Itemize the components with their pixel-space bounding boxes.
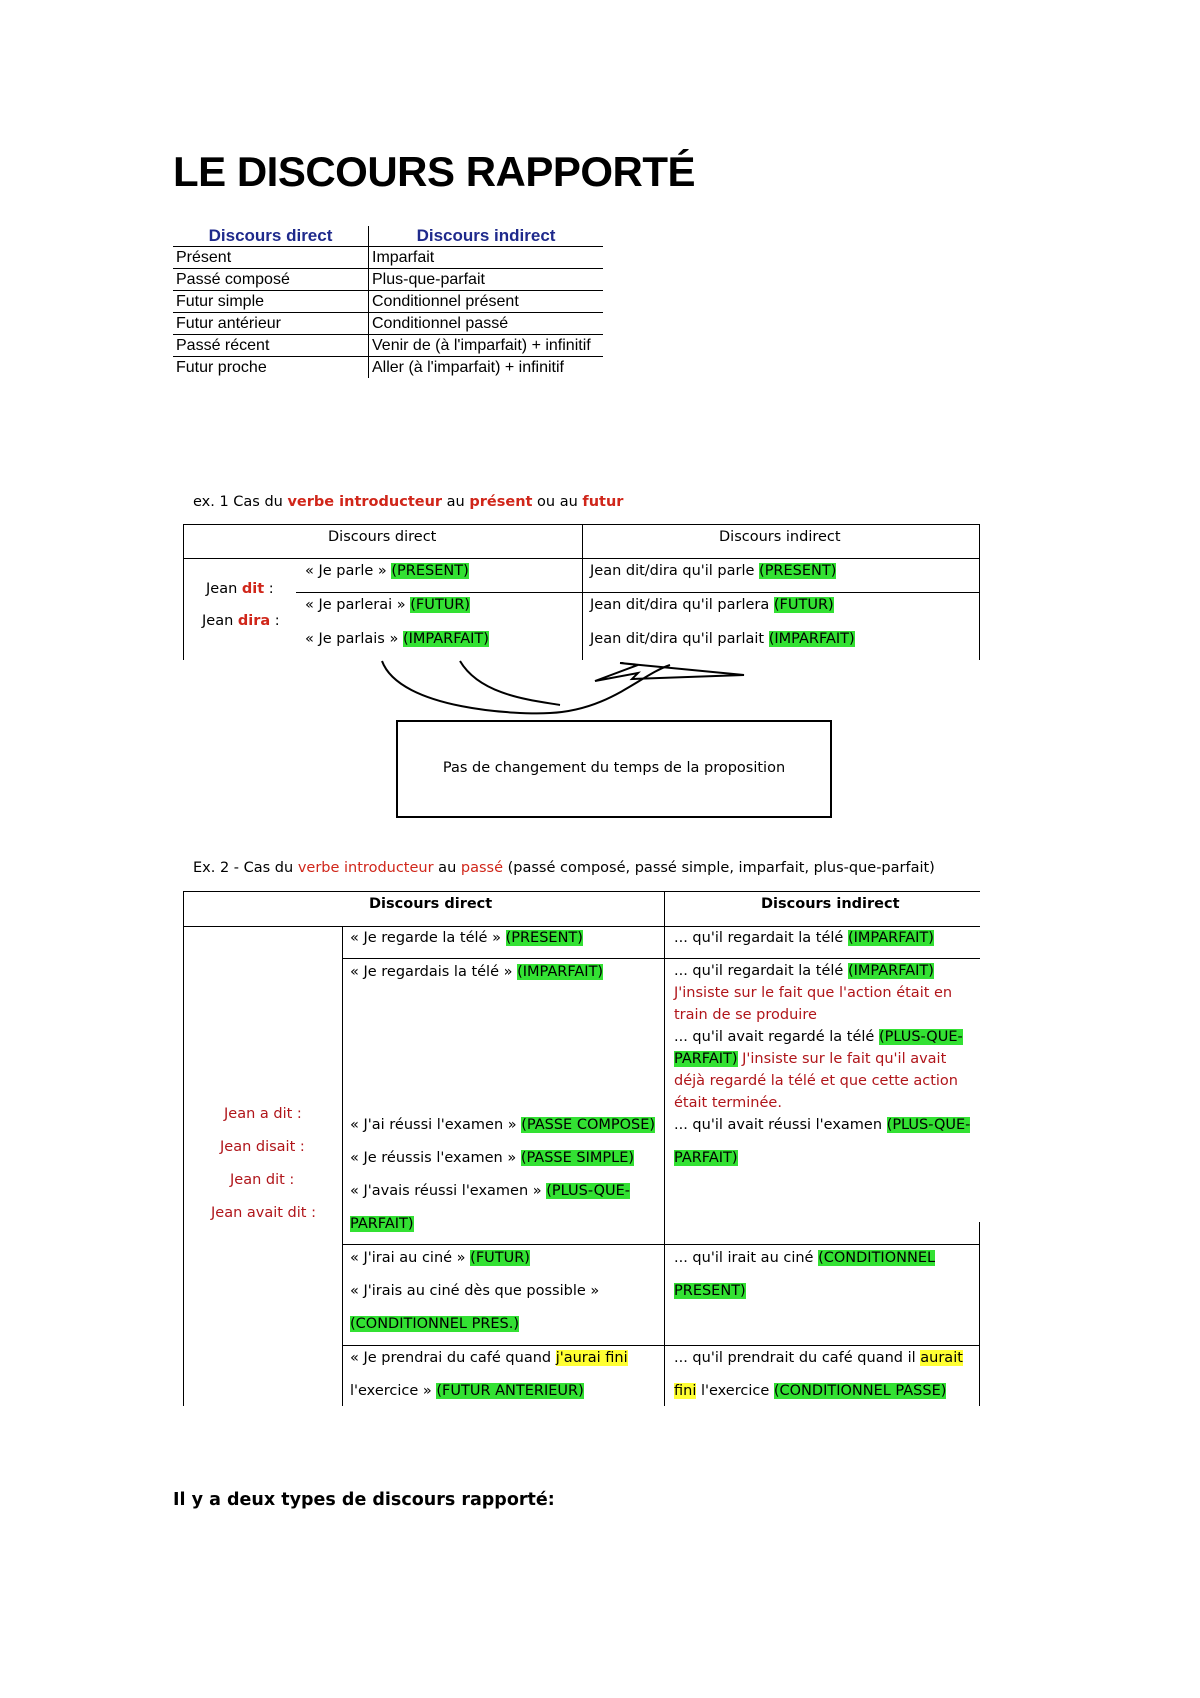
table-row xyxy=(173,335,603,357)
note-box xyxy=(396,720,832,818)
ex1-header-indirect: Discours indirect xyxy=(719,529,841,545)
ex2-r3-indirect-b: PARFAIT) xyxy=(674,1150,738,1166)
ex2-r1-indirect: ... qu'il regardait la télé (IMPARFAIT) xyxy=(674,930,934,946)
cell-direct: Futur proche xyxy=(173,357,369,379)
ex2-r4-direct-2: « J'irais au ciné dès que possible » xyxy=(350,1283,600,1299)
ex2-r4-direct-1: « J'irai au ciné » (FUTUR) xyxy=(350,1250,530,1266)
curved-arrow-icon xyxy=(370,655,750,720)
ex2-header-direct: Discours direct xyxy=(369,896,493,912)
cell-indirect: Venir de (à l'imparfait) + infinitif xyxy=(369,335,604,357)
ex2-subject: Jean avait dit : xyxy=(211,1205,316,1221)
table-row xyxy=(173,269,603,291)
section-heading: Il y a deux types de discours rapporté: xyxy=(173,1490,555,1510)
table-row xyxy=(173,357,603,379)
ex2-r3-direct-2: « Je réussis l'examen » (PASSE SIMPLE) xyxy=(350,1150,635,1166)
cell-indirect: Aller (à l'imparfait) + infinitif xyxy=(372,358,564,376)
ex2-r5-indirect-2: fini l'exercice (CONDITIONNEL PASSE) xyxy=(674,1383,947,1399)
ex2-r3-direct-3b: PARFAIT) xyxy=(350,1216,414,1232)
ex2-subject: Jean dit : xyxy=(230,1172,295,1188)
ex2-r5-direct-1: « Je prendrai du café quand j'aurai fini xyxy=(350,1350,628,1366)
ex1-row1-indirect: Jean dit/dira qu'il parle (PRESENT) xyxy=(590,563,837,579)
ex2-r3-direct-1: « J'ai réussi l'examen » (PASSE COMPOSE) xyxy=(350,1117,656,1133)
ex1-row2-direct: « Je parlerai » (FUTUR) xyxy=(305,597,471,613)
header-indirect: Discours indirect xyxy=(369,226,604,247)
ex1-subject-dira: Jean dira : xyxy=(202,613,280,629)
table-row xyxy=(173,247,603,269)
note-box-text: Pas de changement du temps de la proposition xyxy=(442,760,786,776)
ex1-row3-direct: « Je parlais » (IMPARFAIT) xyxy=(305,631,489,647)
ex2-subject: Jean a dit : xyxy=(224,1106,302,1122)
ex2-header-indirect: Discours indirect xyxy=(761,896,900,912)
ex1-row1-direct: « Je parle » (PRESENT) xyxy=(305,563,469,579)
tense-table xyxy=(173,226,603,378)
page-title: LE DISCOURS RAPPORTÉ xyxy=(173,148,696,195)
cell-indirect: Imparfait xyxy=(369,247,604,269)
cell-indirect: Conditionnel présent xyxy=(369,291,604,313)
ex2-r1-direct: « Je regarde la télé » (PRESENT) xyxy=(350,930,583,946)
cell-indirect: Plus-que-parfait xyxy=(369,269,604,291)
ex1-row3-indirect: Jean dit/dira qu'il parlait (IMPARFAIT) xyxy=(590,631,855,647)
cell-indirect: Conditionnel passé xyxy=(369,313,604,335)
ex2-r3-indirect: ... qu'il avait réussi l'examen (PLUS-QUE- xyxy=(674,1117,971,1133)
cell-direct: Futur simple xyxy=(173,291,369,313)
ex2-r4-indirect: ... qu'il irait au ciné (CONDITIONNEL xyxy=(674,1250,936,1266)
ex2-r4-direct-3: (CONDITIONNEL PRES.) xyxy=(350,1316,520,1332)
ex1-row2-indirect: Jean dit/dira qu'il parlera (FUTUR) xyxy=(590,597,834,613)
ex1-caption: ex. 1 Cas du verbe introducteur au présent ou au futur xyxy=(193,494,624,510)
cell-direct: Présent xyxy=(173,247,369,269)
header-direct: Discours direct xyxy=(173,226,369,247)
ex2-r2-indirect: ... qu'il regardait la télé (IMPARFAIT) J'insiste sur le fait que l'action était en train de se produire ... qu'il avait regardé la télé (PLUS-QUE-PARFAIT) J'insiste sur le fait qu'il avait déjà regardé la télé et que cette action était terminée. xyxy=(674,963,963,1111)
ex2-r4-indirect-b: PRESENT) xyxy=(674,1283,746,1299)
cell-direct: Passé récent xyxy=(173,335,369,357)
ex2-subject: Jean disait : xyxy=(220,1139,305,1155)
ex1-header-direct: Discours direct xyxy=(328,529,437,545)
ex2-caption: Ex. 2 - Cas du verbe introducteur au passé (passé composé, passé simple, imparfait, plus-que-parfait) xyxy=(193,860,935,876)
ex2-r5-indirect-1: ... qu'il prendrait du café quand il aurait xyxy=(674,1350,963,1366)
cell-direct: Futur antérieur xyxy=(173,313,369,335)
ex2-r2-direct: « Je regardais la télé » (IMPARFAIT) xyxy=(350,964,604,980)
table-row xyxy=(173,291,603,313)
cell-direct: Passé composé xyxy=(173,269,369,291)
table-row xyxy=(173,313,603,335)
ex2-r5-direct-2: l'exercice » (FUTUR ANTERIEUR) xyxy=(350,1383,584,1399)
ex2-r3-direct-3: « J'avais réussi l'examen » (PLUS-QUE- xyxy=(350,1183,631,1199)
ex1-subject-dit: Jean dit : xyxy=(206,581,274,597)
